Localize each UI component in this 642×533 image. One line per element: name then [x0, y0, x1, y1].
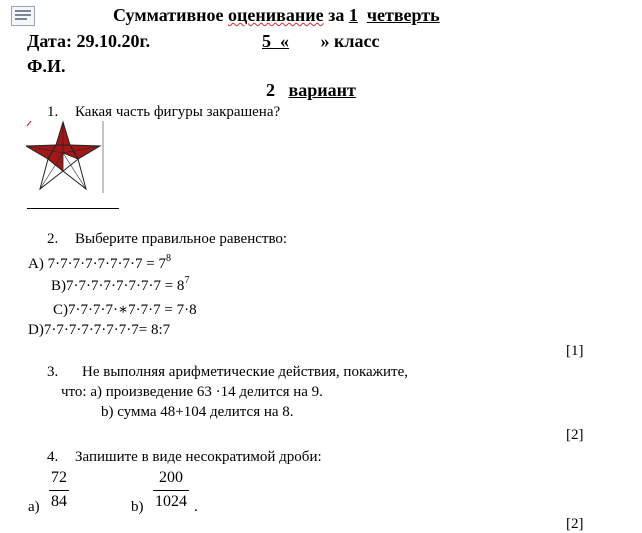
q4-b-label: b): [131, 499, 144, 515]
q3-score: [2]: [566, 427, 584, 443]
q4-text: Запишите в виде несократимой дроби:: [75, 449, 322, 465]
document-icon[interactable]: [11, 6, 35, 26]
variant-heading: [266, 80, 356, 101]
q3-line3: b) сумма 48+104 делится на 8.: [101, 404, 294, 420]
star-figure: [26, 117, 108, 195]
q4-a-label: а): [28, 499, 40, 515]
grade-quote-open: «: [280, 31, 289, 51]
title-suffix: четверть: [366, 5, 440, 25]
q4-score: [2]: [566, 516, 584, 532]
page-title: [113, 5, 440, 26]
q1-number: 1.: [47, 104, 59, 120]
q4-number: 4.: [47, 449, 59, 465]
q4-b-tail: .: [194, 499, 198, 515]
q4-fraction-a-denominator: 84: [49, 490, 69, 511]
title-wavy-word: оценивание: [228, 5, 324, 25]
q4-fraction-b: [153, 469, 189, 511]
q2-number: 2.: [47, 231, 59, 247]
q4-fraction-b-numerator: 200: [159, 469, 183, 486]
grade-number: 5: [262, 31, 271, 51]
q3-number: 3.: [47, 364, 59, 380]
q2-option-c: C)7·7·7·7·∗7·7·7 = 7·8: [53, 302, 197, 318]
q4-fraction-b-denominator: 1024: [153, 490, 189, 511]
grade-line: [262, 31, 379, 52]
q2-option-a-exp: 8: [166, 253, 172, 264]
q3-line2: что: а) произведение 63 ·14 делится на 9.: [61, 384, 323, 400]
q3-line1: Не выполняя арифметические действия, покажите,: [82, 364, 409, 380]
grade-quote-close: » класс: [320, 31, 380, 51]
q2-score: [1]: [566, 343, 584, 359]
variant-number: 2: [266, 80, 275, 100]
q2-option-a-text: A) 7·7·7·7·7·7·7·7 = 7: [28, 256, 167, 272]
q2-text: Выберите правильное равенство:: [75, 231, 288, 247]
title-prefix: Суммативное: [113, 5, 229, 25]
quarter-number: 1: [348, 5, 358, 25]
q2-option-d: D)7·7·7·7·7·7·7·7= 8:7: [28, 322, 171, 338]
q2-option-b: [51, 275, 190, 295]
q4-fraction-a: [49, 469, 69, 511]
q2-option-b-exp: 7: [184, 275, 190, 286]
title-mid: за: [323, 5, 349, 25]
q1-text: Какая часть фигуры закрашена?: [75, 104, 281, 120]
q4-fraction-a-numerator: 72: [51, 469, 67, 486]
answer-line[interactable]: [27, 208, 119, 209]
name-label: Ф.И.: [27, 56, 66, 76]
q2-option-a: [28, 253, 172, 273]
q2-option-b-text: B)7·7·7·7·7·7·7·7 = 8: [51, 278, 185, 294]
date-label: Дата: 29.10.20г.: [27, 31, 151, 51]
variant-label: вариант: [288, 80, 356, 100]
